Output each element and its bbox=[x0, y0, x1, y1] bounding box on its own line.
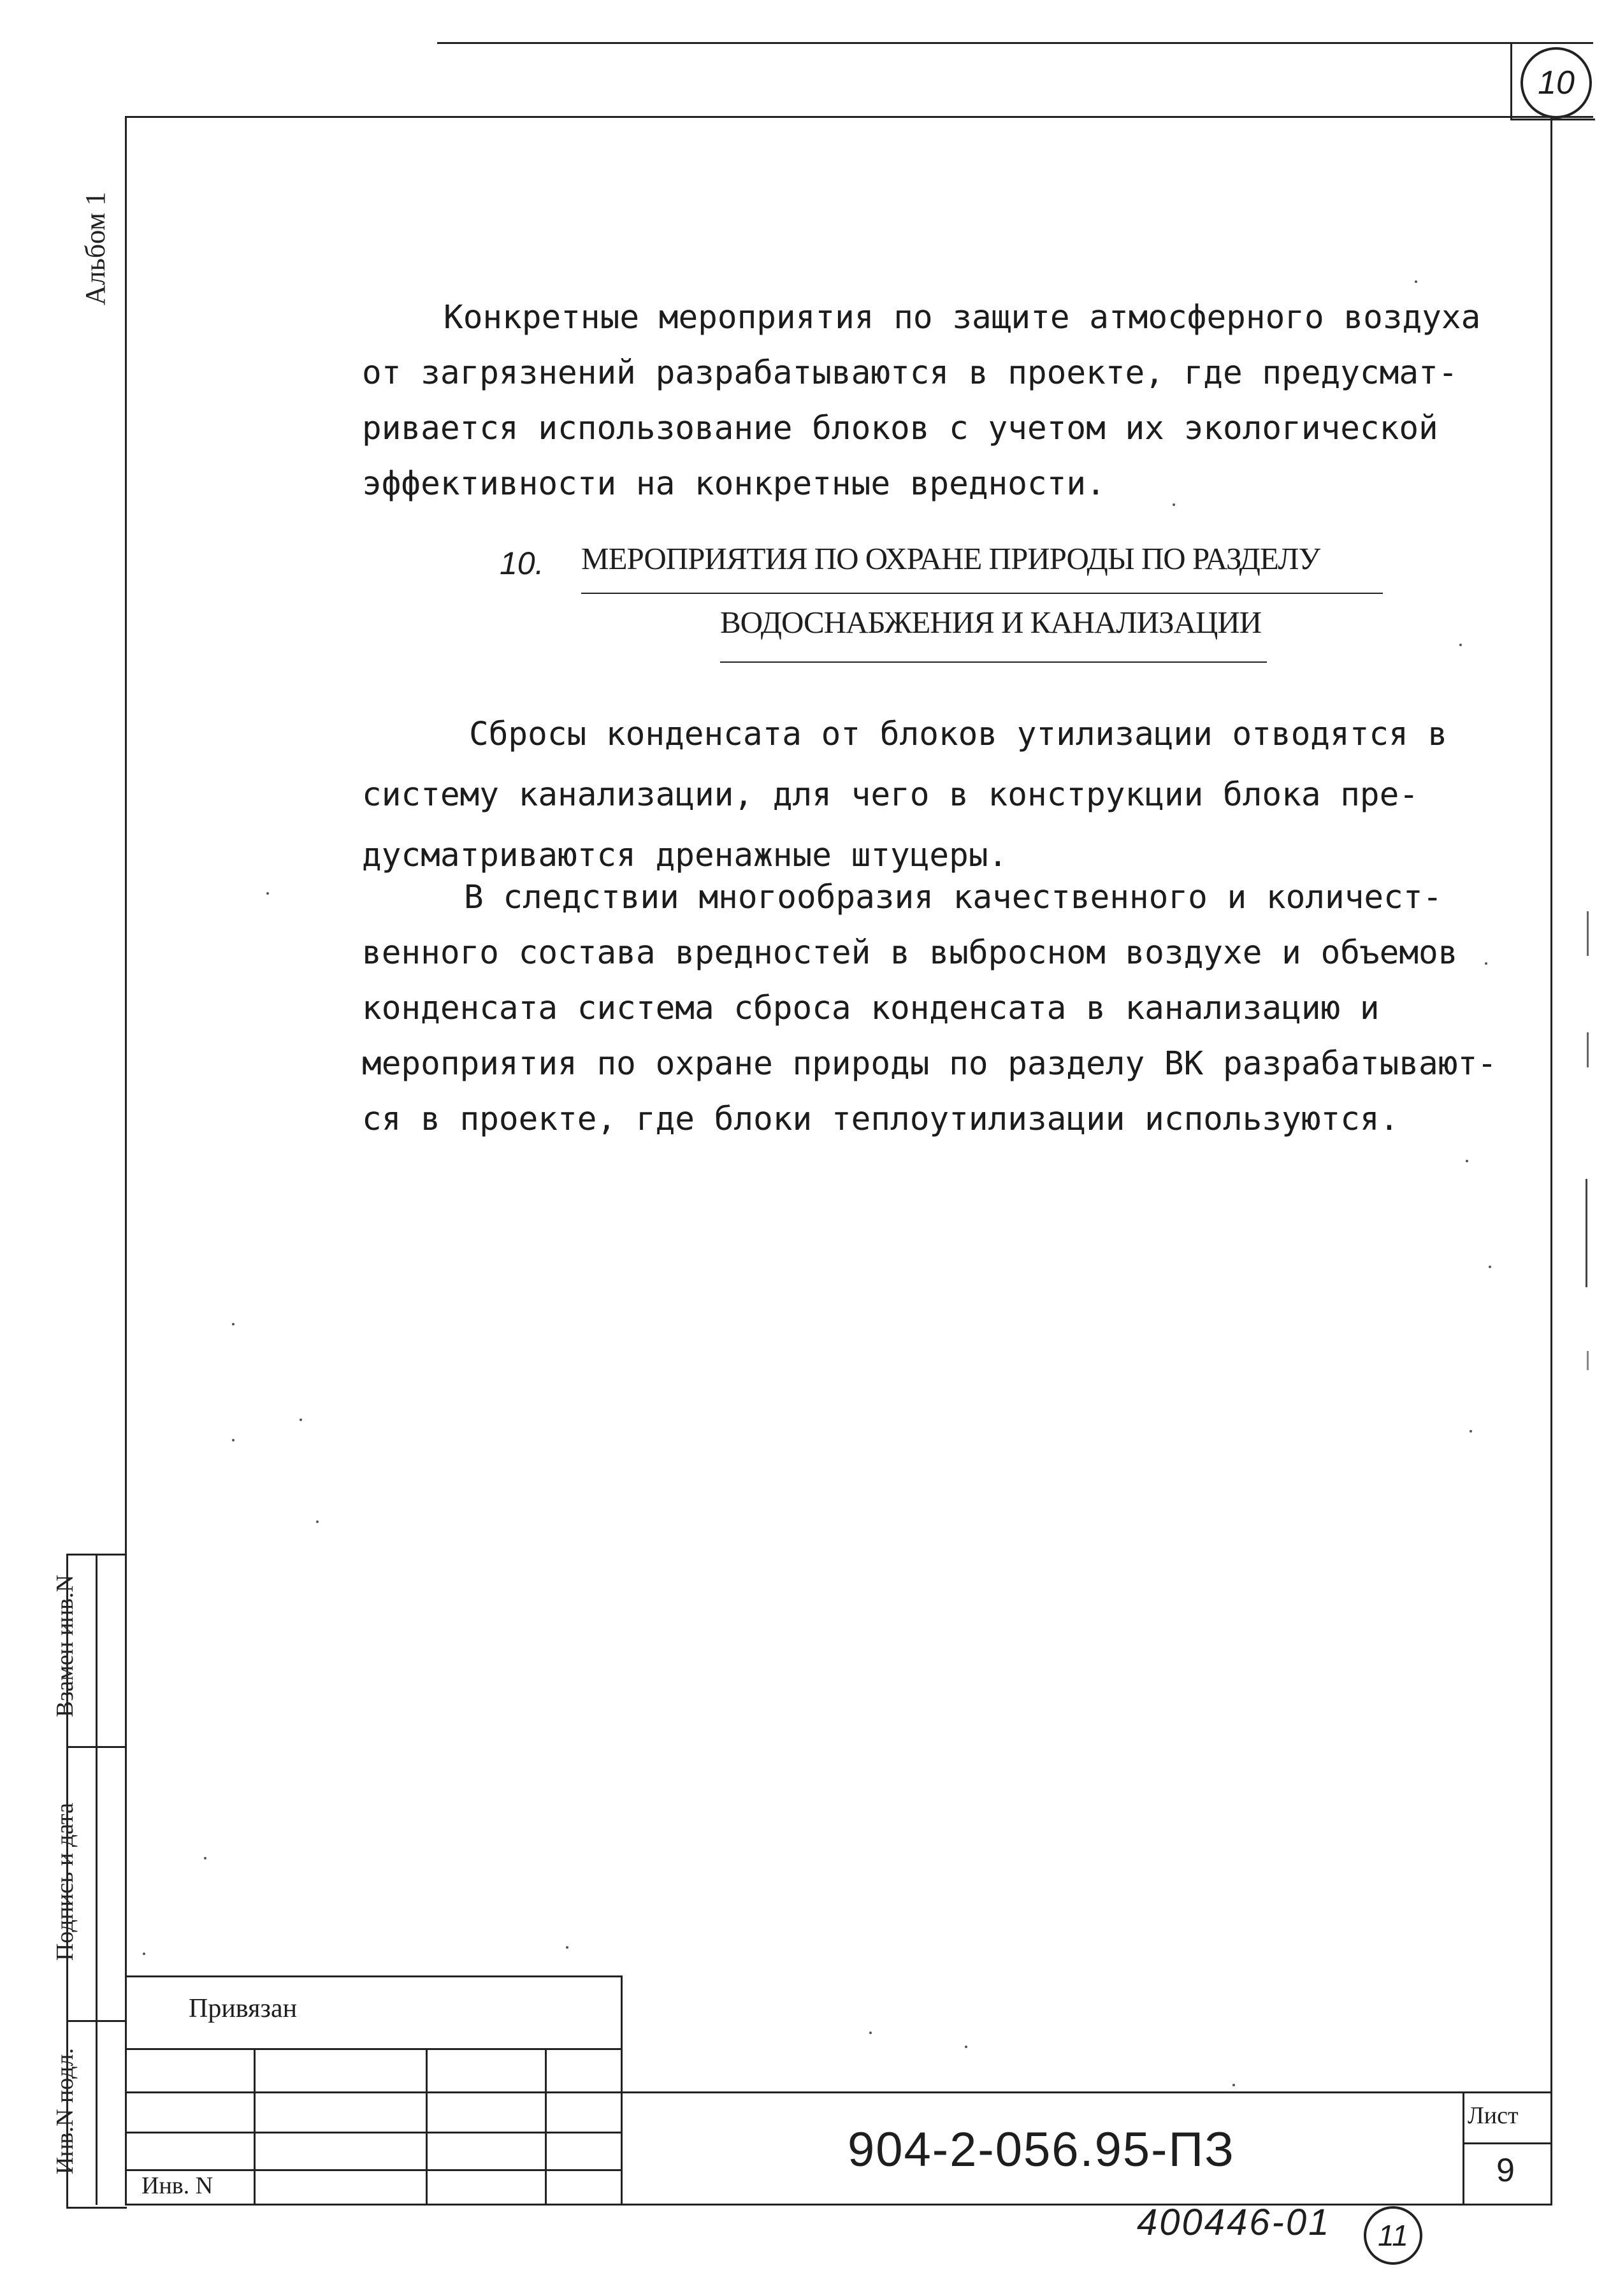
scan-speck bbox=[566, 1946, 568, 1949]
frame-bottom bbox=[125, 2204, 1552, 2206]
scan-speck bbox=[204, 1857, 206, 1859]
margin-label-inv-podl: Инв.N подл. bbox=[52, 2047, 78, 2175]
title-block-row-line-2 bbox=[125, 2091, 1552, 2093]
frame-top bbox=[126, 116, 1593, 118]
title-block-col-3 bbox=[545, 2048, 547, 2205]
title-block-row-line-3 bbox=[125, 2132, 622, 2134]
frame-right bbox=[1550, 116, 1552, 2205]
paragraph-3-line: мероприятия по охране природы по разделу ВК разрабатывают- bbox=[362, 1045, 1497, 1083]
paragraph-2 bbox=[362, 704, 1447, 886]
scan-speck bbox=[1485, 962, 1487, 965]
scan-speck bbox=[1232, 2084, 1235, 2086]
scan-speck bbox=[266, 892, 269, 895]
section-title-underline-2 bbox=[720, 661, 1267, 663]
section-title-line-1: МЕРОПРИЯТИЯ ПО ОХРАНЕ ПРИРОДЫ ПО РАЗДЕЛУ bbox=[581, 541, 1320, 576]
paragraph-2-line: дусматриваются дренажные штуцеры. bbox=[362, 837, 1008, 874]
paragraph-1-line: эффективности на конкретные вредности. bbox=[362, 465, 1106, 503]
scan-speck bbox=[300, 1419, 302, 1421]
title-block-row-line-4 bbox=[125, 2169, 622, 2171]
scan-speck bbox=[1470, 1430, 1472, 1433]
scan-speck bbox=[1415, 280, 1417, 283]
paragraph-3 bbox=[362, 870, 1497, 1147]
edge-artifact bbox=[1587, 1351, 1589, 1370]
top-rule bbox=[437, 42, 1593, 44]
scan-speck bbox=[316, 1520, 319, 1523]
paragraph-2-line: Сбросы конденсата от блоков утилизации отводятся в bbox=[469, 716, 1448, 753]
title-block-col-2 bbox=[426, 2048, 428, 2205]
paragraph-3-line: ся в проекте, где блоки теплоутилизации используются. bbox=[362, 1101, 1399, 1138]
page-number-text: 10 bbox=[1538, 64, 1575, 101]
sheet-box-left bbox=[1463, 2093, 1464, 2205]
section-title-underline-1 bbox=[581, 593, 1383, 594]
title-block-row-line-1 bbox=[125, 2048, 622, 2050]
scan-speck bbox=[965, 2046, 967, 2048]
title-block-col-1 bbox=[254, 2048, 256, 2205]
paragraph-3-line: В следствии многообразия качественного и количест- bbox=[464, 879, 1443, 916]
paragraph-1 bbox=[362, 290, 1480, 512]
scan-speck bbox=[232, 1439, 235, 1441]
inv-n-label: Инв. N bbox=[141, 2172, 213, 2199]
title-block-top bbox=[125, 1975, 622, 1977]
scan-speck bbox=[1466, 1160, 1468, 1162]
section-title-line-2: ВОДОСНАБЖЕНИЯ И КАНАЛИЗАЦИИ bbox=[720, 605, 1262, 640]
handwritten-code: 400446-01 bbox=[1137, 2202, 1331, 2243]
scan-speck bbox=[232, 1323, 235, 1325]
page-number-circle bbox=[1520, 47, 1592, 119]
handwritten-circled-number-text: 11 bbox=[1378, 2219, 1408, 2252]
sheet-number: 9 bbox=[1496, 2152, 1515, 2189]
scan-speck bbox=[1173, 503, 1175, 506]
margin-label-podpis: Подпись и дата bbox=[52, 1802, 78, 1961]
privyazan-label: Привязан bbox=[189, 1994, 298, 2023]
paragraph-3-line: венного состава вредностей в выбросном воздухе и объемов bbox=[362, 934, 1458, 972]
paragraph-1-line: от загрязнений разрабатываются в проекте, где предусмат- bbox=[362, 354, 1458, 392]
scan-speck bbox=[869, 2032, 872, 2034]
paragraph-1-line: ривается использование блоков с учетом их экологической bbox=[362, 410, 1438, 447]
side-label-album: Альбом 1 bbox=[80, 191, 111, 306]
scan-speck bbox=[143, 1953, 145, 1955]
scan-speck bbox=[1489, 1266, 1491, 1268]
sheet-label: Лист bbox=[1468, 2102, 1519, 2129]
scan-speck bbox=[1459, 644, 1462, 646]
paragraph-2-line: систему канализации, для чего в конструкции блока пре- bbox=[362, 776, 1419, 814]
sheet-box-mid bbox=[1463, 2142, 1552, 2144]
section-number: 10. bbox=[500, 545, 544, 581]
edge-artifact bbox=[1587, 911, 1589, 956]
margin-label-vzamen: Взамен инв.N bbox=[52, 1575, 78, 1717]
margin-field-inner-vline bbox=[96, 1554, 98, 2205]
paragraph-1-line: Конкретные мероприятия по защите атмосферного воздуха bbox=[444, 299, 1481, 336]
handwritten-circled-number bbox=[1364, 2206, 1422, 2265]
edge-artifact bbox=[1585, 1179, 1587, 1287]
paragraph-3-line: конденсата система сброса конденсата в канализацию и bbox=[362, 990, 1380, 1027]
edge-artifact bbox=[1587, 1032, 1589, 1067]
document-code: 904-2-056.95-ПЗ bbox=[848, 2123, 1235, 2177]
